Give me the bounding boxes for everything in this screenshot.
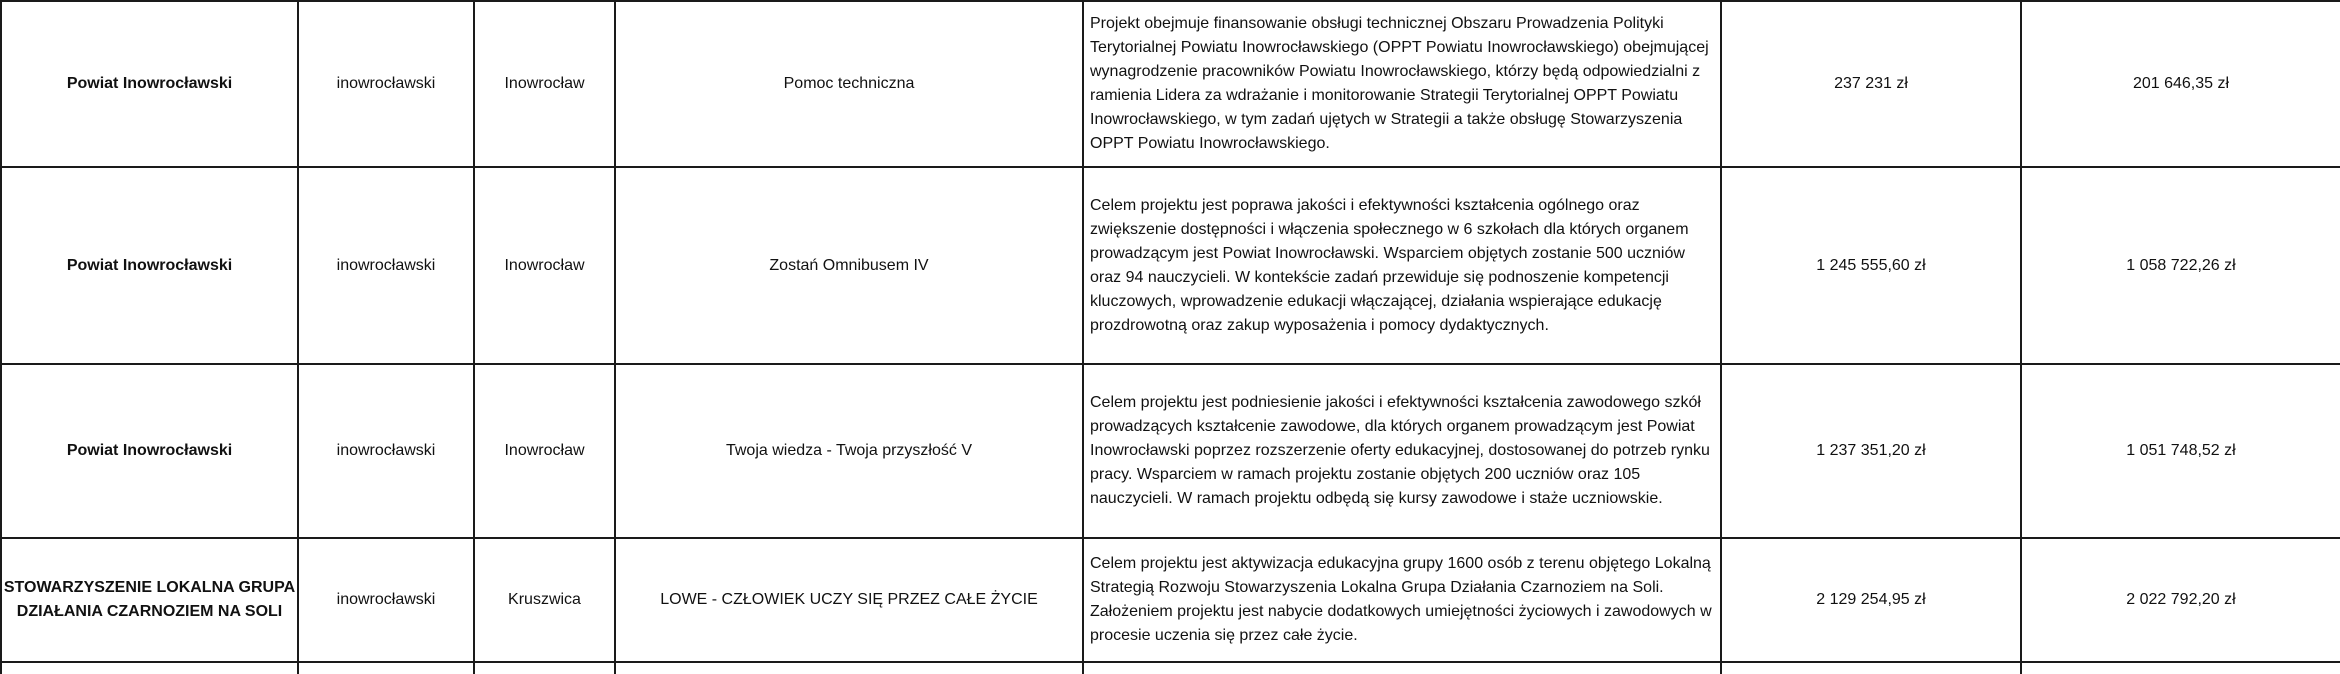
applicant-cell[interactable] [1, 167, 298, 364]
municipality-cell[interactable] [474, 538, 615, 662]
total-value-cell[interactable] [1721, 538, 2021, 662]
description-cell[interactable] [1083, 538, 1721, 662]
county-cell[interactable] [298, 1, 474, 167]
applicant-cell[interactable] [1, 1, 298, 167]
total-value-cell[interactable] [1721, 167, 2021, 364]
total-value-text: 2 129 254,95 zł [1816, 591, 1926, 608]
table-cell [1, 662, 298, 674]
municipality-text: Inowrocław [504, 75, 585, 92]
applicant-text: Powiat Inowrocławski [66, 256, 233, 274]
municipality-text: Inowrocław [504, 256, 585, 274]
applicant-cell[interactable] [1, 538, 298, 662]
description-cell[interactable] [1083, 167, 1721, 364]
municipality-cell[interactable] [474, 364, 615, 538]
description-text: Celem projektu jest aktywizacja edukacyjna grupy 1600 osób z terenu objętego Lokalną Strategią Rozwoju Stowarzyszenia Lokalna Grupa Działania Czarnoziem na Soli. Założeniem projektu jest nabycie dodatkowych umiejętności życiowych i zawodowych w procesie uczenia się przez całe życie. [1090, 555, 1712, 644]
table-cell [474, 662, 615, 674]
cofinancing-cell[interactable] [2021, 538, 2340, 662]
project-title-text: Twoja wiedza - Twoja przyszłość V [725, 442, 972, 459]
description-cell[interactable] [1083, 1, 1721, 167]
description-cell[interactable] [1083, 364, 1721, 538]
cofinancing-cell[interactable] [2021, 1, 2340, 167]
total-value-cell[interactable] [1721, 364, 2021, 538]
table-row [1, 538, 2340, 662]
county-text: inowrocławski [336, 442, 436, 459]
table-row [1, 167, 2340, 364]
table-row [1, 1, 2340, 167]
project-title-cell[interactable] [615, 364, 1083, 538]
table-cell [1083, 662, 1721, 674]
table-row-partial-bottom [1, 662, 2340, 674]
applicant-text: Powiat Inowrocławski [66, 442, 233, 459]
project-title-text: Zostań Omnibusem IV [769, 256, 929, 274]
description-text: Projekt obejmuje finansowanie obsługi technicznej Obszaru Prowadzenia Polityki Terytorialnej Powiatu Inowrocławskiego (OPPT Powiatu Inowrocławskiego) obejmującej wynagrodzenie pracowników Powiatu Inowrocławskiego, którzy będą odpowiedzialni z ramienia Lidera za wdrażanie i monitorowanie Strategii Terytorialnej OPPT Powiatu Inowrocławskiego, w tym zadań ujętych w Strategii a także obsługę Stowarzyszenia OPPT Powiatu Inowrocławskiego. [1090, 15, 1709, 152]
municipality-cell[interactable] [474, 167, 615, 364]
table-row [1, 364, 2340, 538]
municipality-text: Kruszwica [508, 591, 581, 608]
county-cell[interactable] [298, 167, 474, 364]
project-title-text: LOWE - CZŁOWIEK UCZY SIĘ PRZEZ CAŁE ŻYCIE [660, 591, 1038, 608]
county-text: inowrocławski [336, 75, 436, 92]
description-text: Celem projektu jest poprawa jakości i efektywności kształcenia ogólnego oraz zwiększenie dostępności i włączenia społecznego w 6 szkołach dla których organem prowadzącym jest Powiat Inowrocławski. Wsparciem objętych zostanie 500 uczniów oraz 94 nauczycieli. W kontekście zadań przewiduje się podnoszenie kompetencji kluczowych, wprowadzenie edukacji włączającej, działania wspierające edukację prozdrowotną oraz zakup wyposażenia i pomocy dydaktycznych. [1090, 196, 1689, 334]
table-cell [615, 662, 1083, 674]
project-title-text: Pomoc techniczna [783, 75, 915, 92]
total-value-cell[interactable] [1721, 1, 2021, 167]
total-value-text: 1 245 555,60 zł [1816, 256, 1926, 274]
cofinancing-text: 201 646,35 zł [2132, 75, 2230, 92]
table-cell [2021, 662, 2340, 674]
county-text: inowrocławski [336, 256, 436, 274]
cofinancing-cell[interactable] [2021, 167, 2340, 364]
project-title-cell[interactable] [615, 538, 1083, 662]
county-cell[interactable] [298, 364, 474, 538]
cofinancing-text: 2 022 792,20 zł [2126, 591, 2236, 608]
cofinancing-cell[interactable] [2021, 364, 2340, 538]
applicant-cell[interactable] [1, 364, 298, 538]
description-text: Celem projektu jest podniesienie jakości i efektywności kształcenia zawodowego szkół prowadzących kształcenie zawodowe, dla których organem prowadzącym jest Powiat Inowrocławski poprzez rozszerzenie oferty edukacyjnej, dostosowanej do potrzeb rynku pracy. Wsparciem w ramach projektu zostanie objętych 200 uczniów oraz 105 nauczycieli. W ramach projektu odbędą się kursy zawodowe i staże uczniowskie. [1090, 394, 1710, 507]
applicant-text: STOWARZYSZENIE LOKALNA GRUPA DZIAŁANIA CZARNOZIEM NA SOLI [3, 579, 296, 620]
municipality-cell[interactable] [474, 1, 615, 167]
county-text: inowrocławski [336, 591, 436, 608]
total-value-text: 1 237 351,20 zł [1816, 442, 1926, 459]
total-value-text: 237 231 zł [1834, 75, 1908, 92]
table-cell [1721, 662, 2021, 674]
project-title-cell[interactable] [615, 167, 1083, 364]
municipality-text: Inowrocław [504, 442, 585, 459]
cofinancing-text: 1 051 748,52 zł [2126, 442, 2236, 459]
cofinancing-text: 1 058 722,26 zł [2126, 256, 2236, 274]
county-cell[interactable] [298, 538, 474, 662]
table-cell [298, 662, 474, 674]
project-title-cell[interactable] [615, 1, 1083, 167]
applicant-text: Powiat Inowrocławski [66, 75, 233, 92]
